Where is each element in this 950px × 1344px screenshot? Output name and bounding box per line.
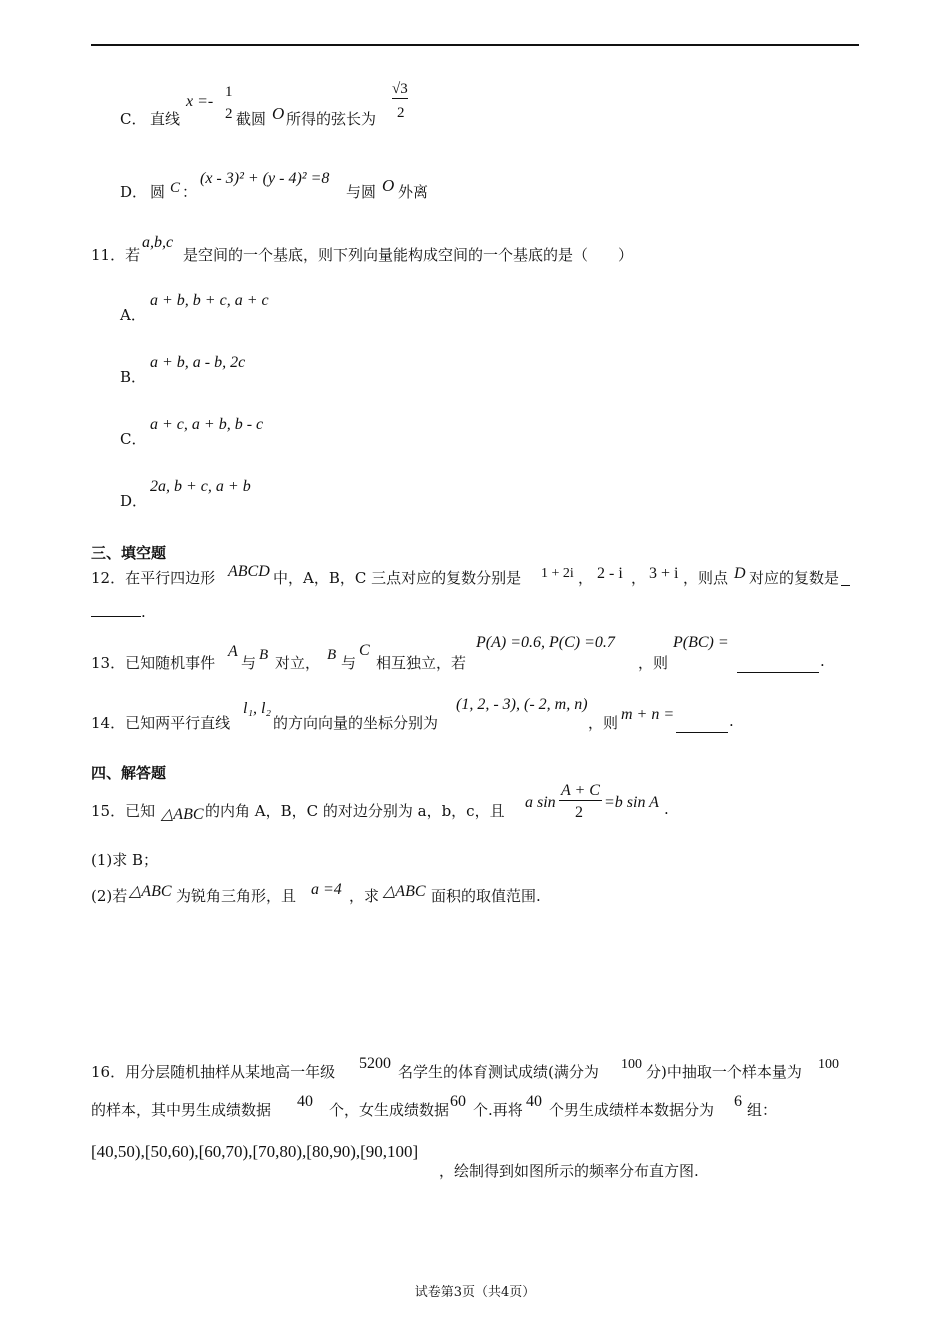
q12-answer-blank-a[interactable]: [841, 567, 850, 586]
header-rule: [91, 44, 859, 46]
section-title-answer: 四、解答题: [91, 764, 167, 782]
page-footer: 试卷第3页（共4页）: [414, 1285, 536, 1300]
section-title-fill-in: 三、填空题: [91, 544, 167, 562]
q14-answer-blank[interactable]: [676, 712, 728, 733]
q15-part-1: (1)求 B；: [91, 851, 159, 869]
q12-answer-line: .: [91, 600, 146, 621]
q13-answer-blank[interactable]: [737, 652, 819, 673]
q12-answer-blank-b[interactable]: [91, 600, 141, 617]
